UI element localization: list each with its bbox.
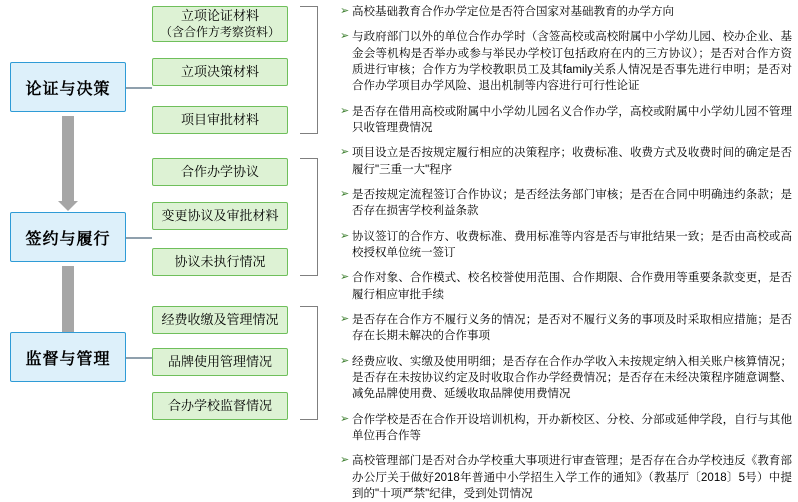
stage-connector-arrow-2	[62, 266, 74, 342]
item-label: 立项论证材料	[180, 8, 259, 24]
list-item-text: 合作对象、合作模式、校名校誉使用范围、合作期限、合作费用等重要条款变更，是否履行相应审批手续	[352, 272, 792, 301]
item-label: 变更协议及审批材料	[161, 207, 279, 223]
bullet-marker-icon: ➢	[340, 187, 350, 200]
item-box-2[interactable]	[152, 58, 288, 86]
list-item	[340, 229, 792, 262]
list-item	[340, 145, 792, 178]
grouping-brace-1	[300, 6, 318, 134]
item-box-3[interactable]	[152, 106, 288, 134]
stage-label: 论证与决策	[25, 80, 111, 98]
list-item-text: 经费应收、实缴及使用明细；是否存在合作办学收入未按规定纳入相关账户核算情况；是否存在未按协议约定及时收取合作办学经费情况；是否存在未经决策程序随意调整、减免品牌使用费、延缓收取品牌使用费情况	[352, 355, 792, 401]
item-box-7[interactable]	[152, 306, 288, 334]
connector-stage2-items	[126, 237, 152, 239]
list-item	[340, 312, 792, 345]
grouping-brace-2	[300, 158, 318, 276]
stage-box-1[interactable]	[10, 62, 126, 112]
stage-box-3[interactable]	[10, 332, 126, 382]
list-item	[340, 354, 792, 403]
item-label: 项目审批材料	[180, 111, 259, 127]
stage-label: 签约与履行	[25, 230, 111, 248]
bullet-marker-icon: ➢	[340, 312, 350, 325]
item-sublabel: （含合作方考察资料）	[159, 24, 280, 39]
item-box-5[interactable]	[152, 202, 288, 230]
bullet-marker-icon: ➢	[340, 229, 350, 242]
list-item-text: 合作学校是否在合作开设培训机构，开办新校区、分校、分部或延伸学段，自行与其他单位再合作等	[352, 413, 792, 442]
bullet-marker-icon: ➢	[340, 354, 350, 367]
stage-box-2[interactable]	[10, 212, 126, 262]
stage-connector-arrow-1	[62, 116, 74, 202]
connector-stage1-items	[126, 87, 152, 89]
list-item-text: 是否存在合作方不履行义务的情况；是否对不履行义务的事项及时采取相应措施；是否存在长期未解决的合作事项	[352, 313, 792, 343]
item-box-6[interactable]	[152, 248, 288, 276]
item-box-1[interactable]	[152, 6, 288, 42]
bullet-marker-icon: ➢	[340, 5, 350, 17]
item-label: 经费收缴及管理情况	[161, 311, 279, 327]
list-item	[340, 104, 792, 137]
checklist-bullets	[340, 4, 792, 500]
list-item	[340, 187, 792, 220]
item-label: 合作办学协议	[180, 163, 259, 179]
item-box-8[interactable]	[152, 348, 288, 376]
list-item-text: 是否按规定流程签订合作协议；是否经法务部门审核；是否在合同中明确违约条款；是否存在损害学校利益条款	[352, 188, 792, 218]
bullet-marker-icon: ➢	[340, 271, 350, 284]
bullet-marker-icon: ➢	[340, 412, 350, 425]
item-label: 立项决策材料	[180, 63, 259, 79]
list-item	[340, 412, 792, 445]
item-box-4[interactable]	[152, 158, 288, 186]
list-item	[340, 453, 792, 502]
list-item	[340, 4, 792, 20]
grouping-brace-3	[300, 306, 318, 420]
list-item-text: 项目设立是否按规定履行相应的决策程序；收费标准、收费方式及收费时间的确定是否履行"三重一大"程序	[352, 147, 792, 176]
item-label: 协议未执行情况	[174, 253, 266, 269]
bullet-marker-icon: ➢	[340, 454, 350, 467]
list-item-text: 高校管理部门是否对合办学校重大事项进行审查管理；是否存在合办学校违反《教育部办公厅关于做好2018年普通中小学招生入学工作的通知》（教基厅〔2018〕5号）中提到的"十项严禁"纪律，受到处罚情况	[352, 455, 792, 500]
item-label: 合办学校监督情况	[167, 397, 272, 413]
list-item	[340, 29, 792, 94]
bullet-marker-icon: ➢	[340, 30, 350, 43]
item-label: 品牌使用管理情况	[167, 353, 272, 369]
connector-stage3-items	[126, 357, 152, 359]
list-item-text: 与政府部门以外的单位合作办学时（含签高校或高校附属中小学幼儿园、校办企业、基金会等机构是否举办或参与举民办学校订包括政府在内的三方协议）；是否对合作方资质进行审核；合作方为学校教职员工及其family关系人情况是否事先进行申明；是否对合作办学项目办学风险、退出机制等内容进行可行性论证	[352, 31, 792, 93]
bullet-marker-icon: ➢	[340, 146, 350, 159]
list-item	[340, 270, 792, 303]
list-item-text: 协议签订的合作方、收费标准、费用标准等内容是否与审批结果一致；是否由高校或高校授权单位统一签订	[352, 230, 792, 259]
item-box-9[interactable]	[152, 392, 288, 420]
bullet-marker-icon: ➢	[340, 104, 350, 117]
stage-label: 监督与管理	[25, 350, 111, 368]
list-item-text: 是否存在借用高校或附属中小学幼儿园名义合作办学，高校或附属中小学幼儿园不管理只收管理费情况	[352, 105, 792, 134]
list-item-text: 高校基础教育合作办学定位是否符合国家对基础教育的办学方向	[352, 6, 674, 18]
